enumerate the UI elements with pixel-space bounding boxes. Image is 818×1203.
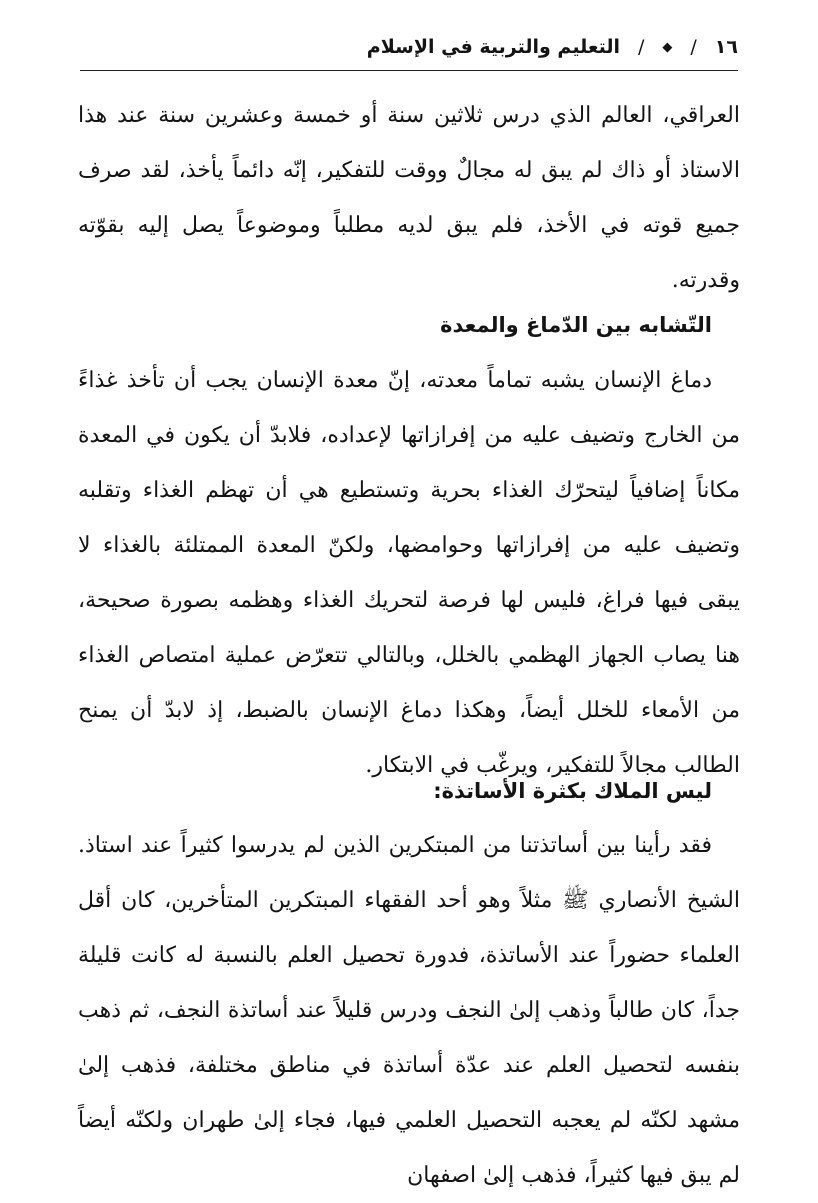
section-paragraph: فقد رأينا بين أساتذتنا من المبتكرين الذين لم يدرسوا كثيراً عند استاذ. الشيخ الأنصاري ﷺ مثلاً وهو أحد الفقهاء المبتكرين المتأخرين، كان أقل العلماء حضوراً عند الأساتذة، فدورة تحصيل العلم بالنسبة له كانت قليلة جداً، كان طالباً وذهب إلىٰ النجف ودرس قليلاً عند أساتذة النجف، ثم ذهب بنفسه لتحصيل العلم عند عدّة أساتذة في مناطق مختلفة، فذهب إلىٰ مشهد لكنّه لم يعجبه التحصيل العلمي فيها، فجاء إلىٰ طهران ولكنّه أيضاً لم يبق فيها كثيراً، فذهب إلىٰ اصفهان	[78, 833, 741, 1188]
header-separator: /	[690, 36, 697, 58]
section-heading: ليس الملاك بكثرة الأساتذة:	[433, 779, 712, 803]
section-paragraph: دماغ الإنسان يشبه تماماً معدته، إنّ معدة الإنسان يجب أن تأخذ غذاءً من الخارج وتضيف عليه من إفرازاتها لإعداده، فلابدّ أن يكون في المعدة مكاناً إضافياً ليتحرّك الغذاء بحرية وتستطيع هي أن تهظم الغذاء وتقلبه وتضيف عليه من إفرازاتها وحوامضها، ولكنّ المعدة الممتلئة بالغذاء لا يبقى فيها فراغ، فليس لها فرصة لتحريك الغذاء وهظمه بصورة صحيحة، هنا يصاب الجهاز الهظمي بالخلل، وبالتالي تتعرّض عملية امتصاص الغذاء من الأمعاء للخلل أيضاً، وهكذا دماغ الإنسان بالضبط، إذ لابدّ أن يمنح الطالب مجالاً للتفكير، ويرغّب في الابتكار.	[78, 368, 741, 778]
running-header	[80, 30, 738, 64]
page-number: ١٦	[714, 36, 738, 58]
paragraph-continued: العراقي، العالم الذي درس ثلاثين سنة أو خمسة وعشرين سنة عند هذا الاستاذ أو ذاك لم يبق له مجالٌ ووقت للتفكير، إنّه دائماً يأخذ، لقد صرف جميع قوته في الأخذ، فلم يبق لديه مطلباً وموضوعاً يصل إليه بقوّته وقدرته.	[78, 103, 740, 293]
header-rule	[80, 70, 738, 71]
header-separator: /	[637, 36, 645, 58]
book-title: التعليم والتربية في الإسلام	[366, 36, 620, 58]
section-heading: التّشابه بين الدّماغ والمعدة	[440, 313, 712, 337]
diamond-ornament-icon: ◆	[662, 39, 673, 55]
